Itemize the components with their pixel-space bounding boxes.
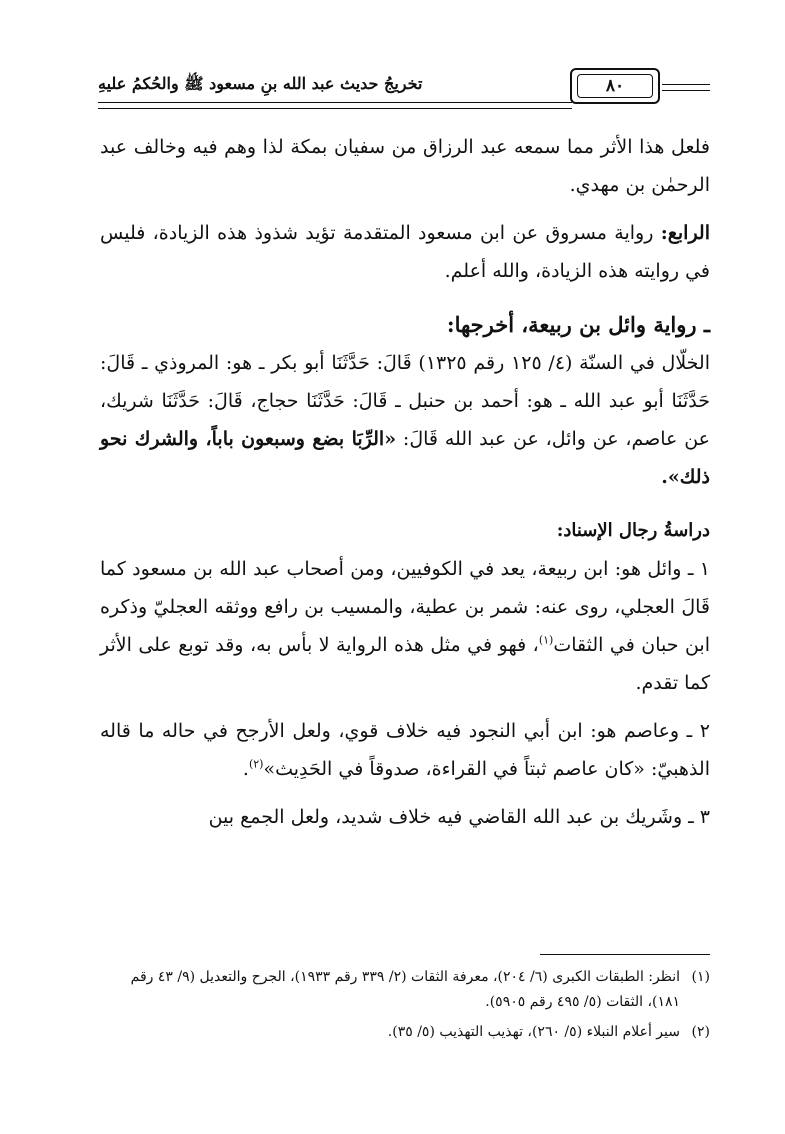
list-item-1 xyxy=(100,550,710,702)
list-item-1-end: ، فهو في مثل هذه الرواية لا بأس به، وقد توبع على الأثر كما تقدم. xyxy=(100,634,710,694)
paragraph-2-text: رواية مسروق عن ابن مسعود المتقدمة تؤيد شذوذ هذه الزيادة، فليس في روايته هذه الزيادة، والله أعلم. xyxy=(100,222,710,282)
paragraph-2 xyxy=(100,214,710,290)
footnote-2-text: سير أعلام النبلاء (٥/ ٢٦٠)، تهذيب التهذيب (٥/ ٣٥). xyxy=(387,1024,680,1040)
footnote-1-text: انظر: الطبقات الكبرى (٦/ ٢٠٤)، معرفة الثقات (٢/ ٣٣٩ رقم ١٩٣٣)، الجرح والتعديل (٩/ ٤٣ رقم ١٨١)، الثقات (٥/ ٤٩٥ رقم ٥٩٠٥). xyxy=(130,969,680,1010)
footnote-2-number: (٢) xyxy=(691,1024,710,1040)
paragraph-3-quote: «الرِّبَا بضع وسبعون باباً، والشرك نحو ذلك». xyxy=(100,428,710,488)
header-rule xyxy=(98,102,572,109)
list-item-2-text: ٢ ـ وعاصم هو: ابن أبي النجود فيه خلاف قوي، ولعل الأرجح في حاله ما قاله الذهبيّ: «كان عاصم ثبتاً في القراءة، صدوقاً في الحَدِيث» xyxy=(100,720,710,780)
footnote-1 xyxy=(100,965,710,1015)
running-header xyxy=(98,66,710,106)
list-item-2-end: . xyxy=(242,758,249,780)
list-item-3: ٣ ـ وشَريك بن عبد الله القاضي فيه خلاف شديد، ولعل الجمع بين xyxy=(208,806,710,828)
page-number: ٨٠ xyxy=(577,74,653,98)
list-item-2 xyxy=(100,712,710,788)
paragraph-2-lead: الرابع: xyxy=(660,222,710,244)
study-title: دراسةُ رجال الإسناد: xyxy=(556,520,710,541)
header-title: تخريجُ حديث عبد الله بنِ مسعود ﷺ والحُكمُ عليهِ xyxy=(98,74,423,93)
section-title: ـ رواية وائل بن ربيعة، أخرجها: xyxy=(446,312,710,337)
paragraph-1: فلعل هذا الأثر مما سمعه عبد الرزاق من سفيان بمكة لذا وهم فيه وخالف عبد الرحمٰن بن مهدي. xyxy=(100,136,710,196)
footnote-2 xyxy=(100,1020,710,1045)
footnote-1-number: (١) xyxy=(691,969,710,985)
page-number-box xyxy=(570,68,660,104)
paragraph-3-text: الخلّال في السنّة (٤/ ١٢٥ رقم ١٣٢٥) قَالَ: حَدَّثَنَا أبو بكر ـ هو: المروذي ـ قَالَ: حَدَّثَنَا أبو عبد الله ـ هو: أحمد بن حنبل ـ قَالَ: حَدَّثَنَا حجاج، قَالَ: حَدَّثَنَا شريك، عن عاصم، عن وائل، عن عبد الله قَالَ: xyxy=(100,352,710,450)
paragraph-3 xyxy=(100,344,710,496)
header-rule-right xyxy=(662,84,710,91)
footnotes xyxy=(100,965,710,1050)
footnote-ref-1: (١) xyxy=(538,633,554,647)
main-text xyxy=(100,128,710,836)
list-item-1-text: ١ ـ وائل هو: ابن ربيعة، يعد في الكوفيين، ومن أصحاب عبد الله بن مسعود كما قَالَ العجلي، روى عنه: شمر بن عطية، والمسيب بن رافع ووثقه العجليّ وذكره ابن حبان في الثقات xyxy=(100,558,710,656)
footnote-separator xyxy=(540,954,710,955)
footnote-ref-2: (٢) xyxy=(248,757,264,771)
